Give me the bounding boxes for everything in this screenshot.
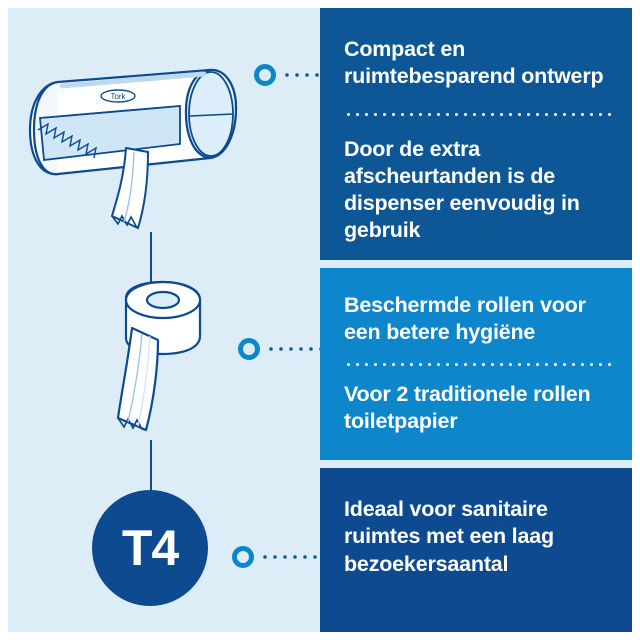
- feature-text-4: Voor 2 traditionele rollen toiletpapier: [344, 381, 591, 433]
- connector-dots-2: [266, 347, 322, 351]
- connector-circle-1: [254, 64, 276, 86]
- toilet-paper-roll-illustration: [92, 280, 222, 450]
- feature-block-bottom: [320, 468, 632, 632]
- svg-text:Tork: Tork: [110, 92, 126, 101]
- feature-block-middle: [320, 268, 632, 460]
- feature-divider-2: [344, 363, 614, 366]
- feature-block-top: [320, 8, 632, 260]
- feature-text-1: Compact en ruimtebesparend ontwerp: [344, 37, 604, 89]
- feature-divider-1: [344, 113, 614, 116]
- connector-circle-2: [238, 338, 260, 360]
- feature-text-3: Beschermde rollen voor een betere hygiëne: [344, 293, 586, 345]
- connector-circle-3: [232, 546, 254, 568]
- feature-text-2: Door de extra afscheurtanden is de dispenser eenvoudig in gebruik: [344, 136, 580, 243]
- tork-twin-toilet-roll-dispenser-illustration: [14, 52, 254, 242]
- t4-category-badge: [92, 490, 208, 606]
- connector-dots-1: [282, 73, 322, 77]
- t4-badge-label: T4: [121, 520, 179, 576]
- feature-text-5: Ideaal voor sanitaire ruimtes met een laag bezoekersaantal: [344, 497, 554, 576]
- connector-dots-3: [260, 555, 322, 559]
